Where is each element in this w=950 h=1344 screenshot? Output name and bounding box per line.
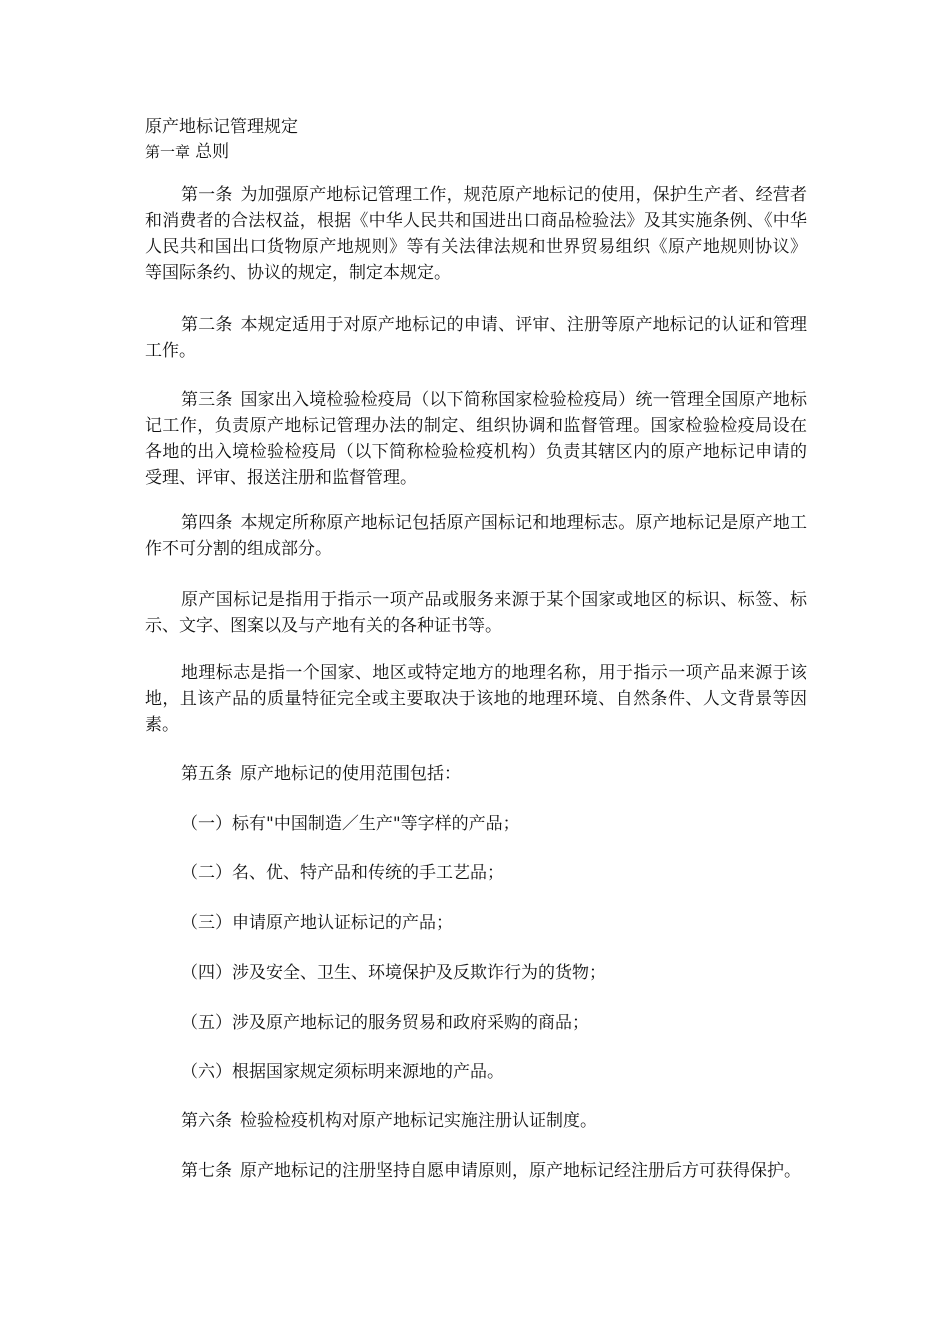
article-1 bbox=[145, 182, 807, 286]
article-2 bbox=[145, 312, 807, 364]
article-label: 第二条 bbox=[181, 315, 233, 335]
article-7 bbox=[145, 1158, 807, 1184]
article-label: 第三条 bbox=[181, 390, 233, 410]
article-text: 检验检疫机构对原产地标记实施注册认证制度。 bbox=[240, 1111, 597, 1131]
article-text: 本规定适用于对原产地标记的申请、评审、注册等原产地标记的认证和管理工作。 bbox=[145, 315, 807, 361]
article-text: 原产地标记的注册坚持自愿申请原则，原产地标记经注册后方可获得保护。 bbox=[240, 1161, 801, 1181]
article-label: 第六条 bbox=[181, 1111, 232, 1131]
scope-item: （二）名、优、特产品和传统的手工艺品； bbox=[181, 863, 504, 883]
article-4 bbox=[145, 510, 807, 562]
chapter-number: 第一章 bbox=[145, 143, 191, 161]
article-6 bbox=[145, 1108, 807, 1134]
scope-item: （六）根据国家规定须标明来源地的产品。 bbox=[181, 1062, 504, 1082]
article-label: 第五条 bbox=[181, 764, 232, 784]
paragraph-text: 原产国标记是指用于指示一项产品或服务来源于某个国家或地区的标识、标签、标示、文字、图案以及与产地有关的各种证书等。 bbox=[145, 590, 807, 636]
article-text: 为加强原产地标记管理工作，规范原产地标记的使用，保护生产者、经营者和消费者的合法权益，根据《中华人民共和国进出口商品检验法》及其实施条例、《中华人民共和国出口货物原产地规则》等有关法律法规和世界贸易组织《原产地规则协议》等国际条约、协议的规定，制定本规定。 bbox=[145, 185, 807, 283]
scope-item: （五）涉及原产地标记的服务贸易和政府采购的商品； bbox=[181, 1013, 589, 1033]
article-3 bbox=[145, 387, 807, 491]
article-text: 本规定所称原产地标记包括原产国标记和地理标志。原产地标记是原产地工作不可分割的组成部分。 bbox=[145, 513, 807, 559]
paragraph-text: 地理标志是指一个国家、地区或特定地方的地理名称，用于指示一项产品来源于该地，且该产品的质量特征完全或主要取决于该地的地理环境、自然条件、人文背景等因素。 bbox=[145, 663, 807, 735]
scope-item: （一）标有"中国制造／生产"等字样的产品； bbox=[181, 814, 520, 834]
scope-item: （三）申请原产地认证标记的产品； bbox=[181, 913, 453, 933]
chapter-name: 总则 bbox=[195, 142, 230, 162]
article-5 bbox=[145, 761, 807, 787]
paragraph-origin-country-mark bbox=[145, 587, 807, 639]
paragraph-geographical-indication bbox=[145, 660, 807, 738]
chapter-heading bbox=[145, 141, 229, 163]
article-label: 第四条 bbox=[181, 513, 233, 533]
article-text: 国家出入境检验检疫局（以下简称国家检验检疫局）统一管理全国原产地标记工作，负责原产地标记管理办法的制定、组织协调和监督管理。国家检验检疫局设在各地的出入境检验检疫局（以下简称检验检疫机构）负责其辖区内的原产地标记申请的受理、评审、报送注册和监督管理。 bbox=[145, 390, 807, 488]
article-label: 第一条 bbox=[181, 185, 233, 205]
document-title: 原产地标记管理规定 bbox=[145, 117, 298, 137]
article-label: 第七条 bbox=[181, 1161, 232, 1181]
article-text: 原产地标记的使用范围包括： bbox=[240, 764, 461, 784]
scope-item: （四）涉及安全、卫生、环境保护及反欺诈行为的货物； bbox=[181, 963, 606, 983]
